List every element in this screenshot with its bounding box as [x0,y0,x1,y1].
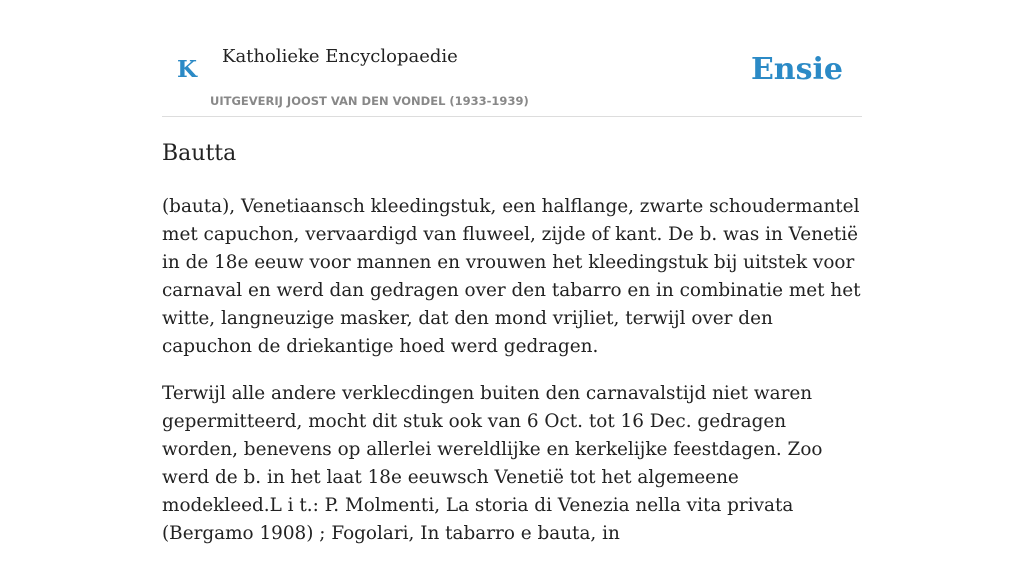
entry-paragraph: Terwijl alle andere verklecdingen buiten den carnavalstijd niet waren gepermitteerd, mocht dit stuk ook van 6 Oct. tot 16 Dec. gedragen worden, benevens op allerlei wereldlijke en kerkelijke feestdagen. Zoo werd de b. in het laat 18e eeuwsch Venetië tot het algemeene modekleed.L i t.: P. Molmenti, La storia di Venezia nella vita privata (Bergamo 1908) ; Fogolari, In tabarro e bauta, in [162,383,823,544]
entry-body [162,193,862,567]
header [162,0,862,117]
publisher-label: UITGEVERIJ JOOST VAN DEN VONDEL (1933-1939) [210,94,529,108]
entry-title: Bautta [162,141,237,166]
entry-paragraph: (bauta), Venetiaansch kleedingstuk, een halflange, zwarte schoudermantel met capuchon, vervaardigd van fluweel, zijde of kant. De b. was in Venetië in de 18e eeuw voor mannen en vrouwen het kleedingstuk bij uitstek voor carnaval en werd dan gedragen over den tabarro en in combinatie met het witte, langneuzige masker, dat den mond vrijliet, terwijl over den capuchon de driekantige hoed werd gedragen. [162,196,861,357]
ensie-logo-link[interactable]: Ensie [750,52,843,87]
publication-title[interactable]: Katholieke Encyclopaedie [222,46,458,67]
publication-logo[interactable]: K [177,56,197,83]
page [162,0,862,544]
